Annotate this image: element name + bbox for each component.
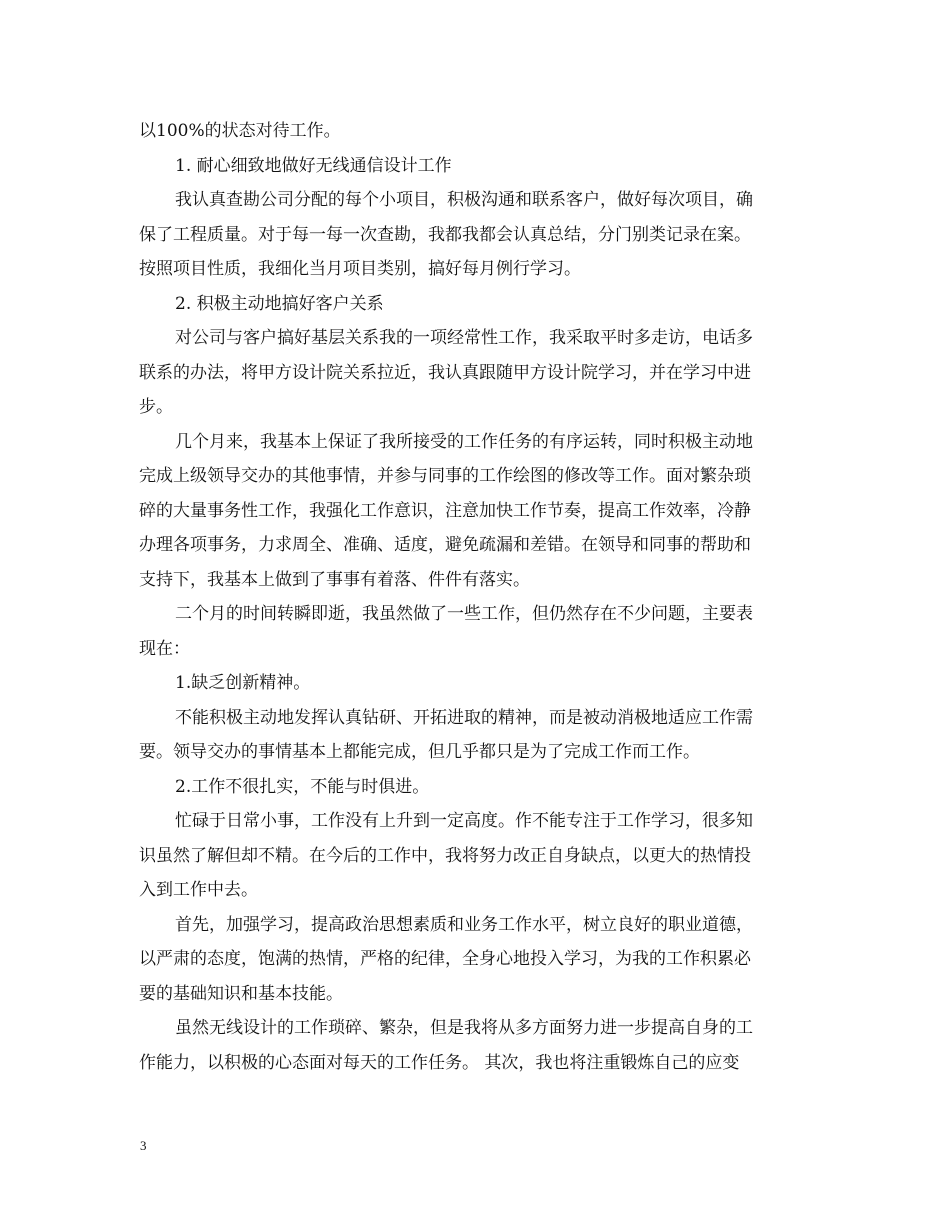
text-line: 作能力，以积极的心态面对每天的工作任务。 其次，我也将注重锻炼自己的应变 xyxy=(139,1052,740,1073)
text-line: 几个月来，我基本上保证了我所接受的工作任务的有序运转，同时积极主动地 xyxy=(175,431,753,452)
text-line: 支持下，我基本上做到了事事有着落、件件有落实。 xyxy=(139,569,530,590)
text-line: 首先，加强学习，提高政治思想素质和业务工作水平，树立良好的职业道德， xyxy=(175,914,753,935)
text-line: 2. 积极主动地搞好客户关系 xyxy=(175,293,384,314)
text-line: 虽然无线设计的工作琐碎、繁杂，但是我将从多方面努力进一步提高自身的工 xyxy=(175,1018,753,1038)
text-line: 以100%的状态对待工作。 xyxy=(139,121,341,141)
text-line: 1.缺乏创新精神。 xyxy=(175,673,311,693)
text-line: 对公司与客户搞好基层关系我的一项经常性工作，我采取平时多走访，电话多 xyxy=(175,328,753,348)
text-line: 2.工作不很扎实，不能与时俱进。 xyxy=(175,776,430,797)
text-line: 联系的办法，将甲方设计院关系拉近，我认真跟随甲方设计院学习，并在学习中进 xyxy=(139,362,751,383)
text-line: 要的基础知识和基本技能。 xyxy=(139,983,343,1004)
text-line: 步。 xyxy=(139,397,173,417)
document-body xyxy=(139,114,815,1080)
text-line: 按照项目性质，我细化当月项目类别，搞好每月例行学习。 xyxy=(139,259,581,279)
text-line: 识虽然了解但却不精。在今后的工作中，我将努力改正自身缺点，以更大的热情投 xyxy=(139,845,751,866)
text-line: 完成上级领导交办的其他事情，并参与同事的工作绘图的修改等工作。面对繁杂琐 xyxy=(139,466,751,486)
text-line: 不能积极主动地发挥认真钻研、开拓进取的精神，而是被动消极地适应工作需 xyxy=(175,707,753,728)
text-line: 我认真查勘公司分配的每个小项目，积极沟通和联系客户，做好每次项目，确 xyxy=(175,190,753,210)
text-line: 忙碌于日常小事，工作没有上升到一定高度。作不能专注于工作学习，很多知 xyxy=(175,811,753,831)
text-line: 1. 耐心细致地做好无线通信设计工作 xyxy=(175,155,452,176)
text-line: 碎的大量事务性工作，我强化工作意识，注意加快工作节奏，提高工作效率，冷静 xyxy=(139,500,751,521)
text-line: 要。领导交办的事情基本上都能完成，但几乎都只是为了完成工作而工作。 xyxy=(139,742,700,762)
text-line: 办理各项事务，力求周全、准确、适度，避免疏漏和差错。在领导和同事的帮助和 xyxy=(139,535,751,555)
text-line: 入到工作中去。 xyxy=(139,880,258,900)
text-line: 二个月的时间转瞬即逝，我虽然做了一些工作，但仍然存在不少问题，主要表 xyxy=(175,604,753,624)
text-line: 现在： xyxy=(139,638,190,659)
text-line: 以严肃的态度，饱满的热情，严格的纪律，全身心地投入学习，为我的工作积累必 xyxy=(139,949,751,969)
page-number: 3 xyxy=(140,1138,147,1153)
text-line: 保了工程质量。对于每一每一次查勘，我都我都会认真总结，分门别类记录在案。 xyxy=(139,224,751,245)
